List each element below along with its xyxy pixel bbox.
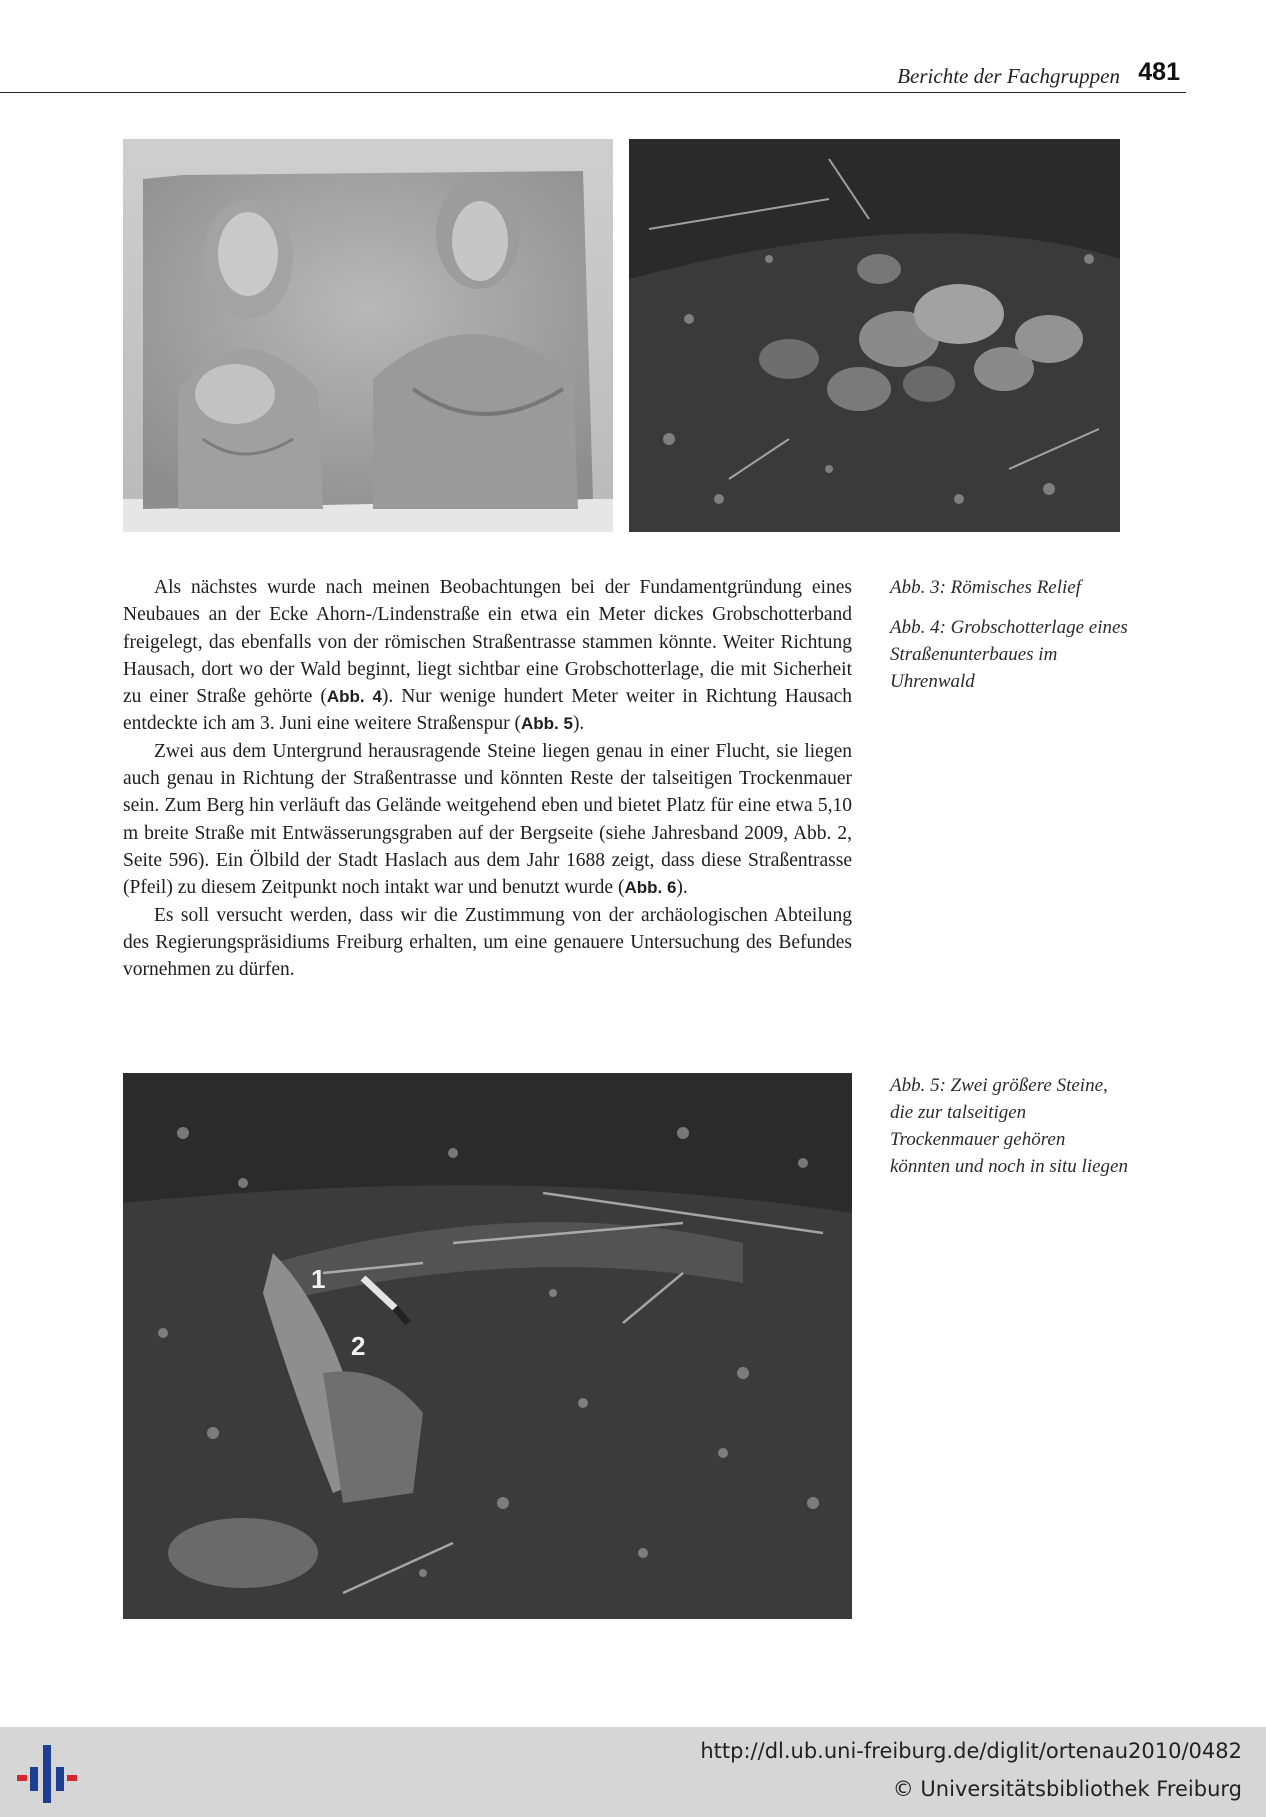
paragraph-1 [123, 574, 852, 738]
caption-abb-3: Abb. 3: Römisches Relief [890, 577, 1082, 598]
running-title: Berichte der Fachgruppen [897, 64, 1120, 88]
marker-2: 2 [351, 1331, 366, 1361]
running-head [0, 58, 1186, 93]
body-text [123, 574, 852, 983]
stones-image [123, 1073, 852, 1619]
text-span: Als nächstes wurde nach meinen Beobachtungen bei der Fundamentgründung eines Neubaues an der Ecke Ahorn-/Lindenstraße ein etwa ein Meter dickes Grobschotterband freigelegt, das ebenfalls von der römischen Straßentrasse stammen könnte. Weiter Richtung Hausach, dort wo der Wald beginnt, liegt sichtbar eine Grobschotterlage, die mit Sicherheit zu einer Straße gehörte ( [123, 577, 852, 708]
marker-1: 1 [311, 1264, 326, 1294]
page-number: 481 [1138, 58, 1180, 86]
text-span: ). [572, 713, 585, 735]
footer-url-link[interactable]: http://dl.ub.uni-freiburg.de/diglit/ortenau2010/0482 [700, 1739, 1242, 1763]
paragraph-2 [123, 738, 852, 902]
figure-4-gravel-layer-photo [629, 139, 1120, 532]
caption-abb-4: Abb. 4: Grobschotterlage eines Straßenunterbaues im Uhrenwald [890, 617, 1128, 692]
figure-reference: Abb. 4 [326, 687, 382, 707]
figure-reference: Abb. 6 [624, 878, 677, 898]
ub-freiburg-logo-icon [14, 1741, 80, 1807]
text-span: ). [676, 877, 688, 899]
figure-3-roman-relief-photo [123, 139, 613, 532]
paragraph-3: Es soll versucht werden, dass wir die Zustimmung von der archäologischen Abteilung des Regierungspräsidiums Freiburg erhalten, um eine genauere Untersuchung des Befundes vornehmen zu dürfen. [123, 904, 852, 981]
figure-reference: Abb. 5 [520, 714, 573, 734]
gravel-layer-image [629, 139, 1120, 532]
figure-5-stones-photo [123, 1073, 852, 1619]
relief-image [123, 139, 613, 532]
footer-copyright: © Universitätsbibliothek Freiburg [892, 1777, 1242, 1801]
caption-abb-5: Abb. 5: Zwei größere Steine, die zur talseitigen Trockenmauer gehören könnten und noch in situ liegen [890, 1075, 1128, 1177]
footer-bar [0, 1727, 1266, 1817]
text-span: ). Nur wenige hundert Meter weiter in Richtung Hausach entdeckte ich am 3. Juni eine weitere Straßenspur ( [123, 686, 853, 735]
text-span: Zwei aus dem Untergrund herausragende Steine liegen genau in einer Flucht, sie liegen auch genau in Richtung der Straßentrasse und könnten Reste der talseitigen Trockenmauer sein. Zum Berg hin verläuft das Gelände weitgehend eben und bietet Platz für eine etwa 5,10 m breite Straße mit Entwässerungsgraben auf der Bergseite (siehe Jahresband 2009, Abb. 2, Seite 596). Ein Ölbild der Stadt Haslach aus dem Jahr 1688 zeigt, dass diese Straßentrasse (Pfeil) zu diesem Zeitpunkt noch intakt war und benutzt wurde ( [123, 740, 852, 899]
